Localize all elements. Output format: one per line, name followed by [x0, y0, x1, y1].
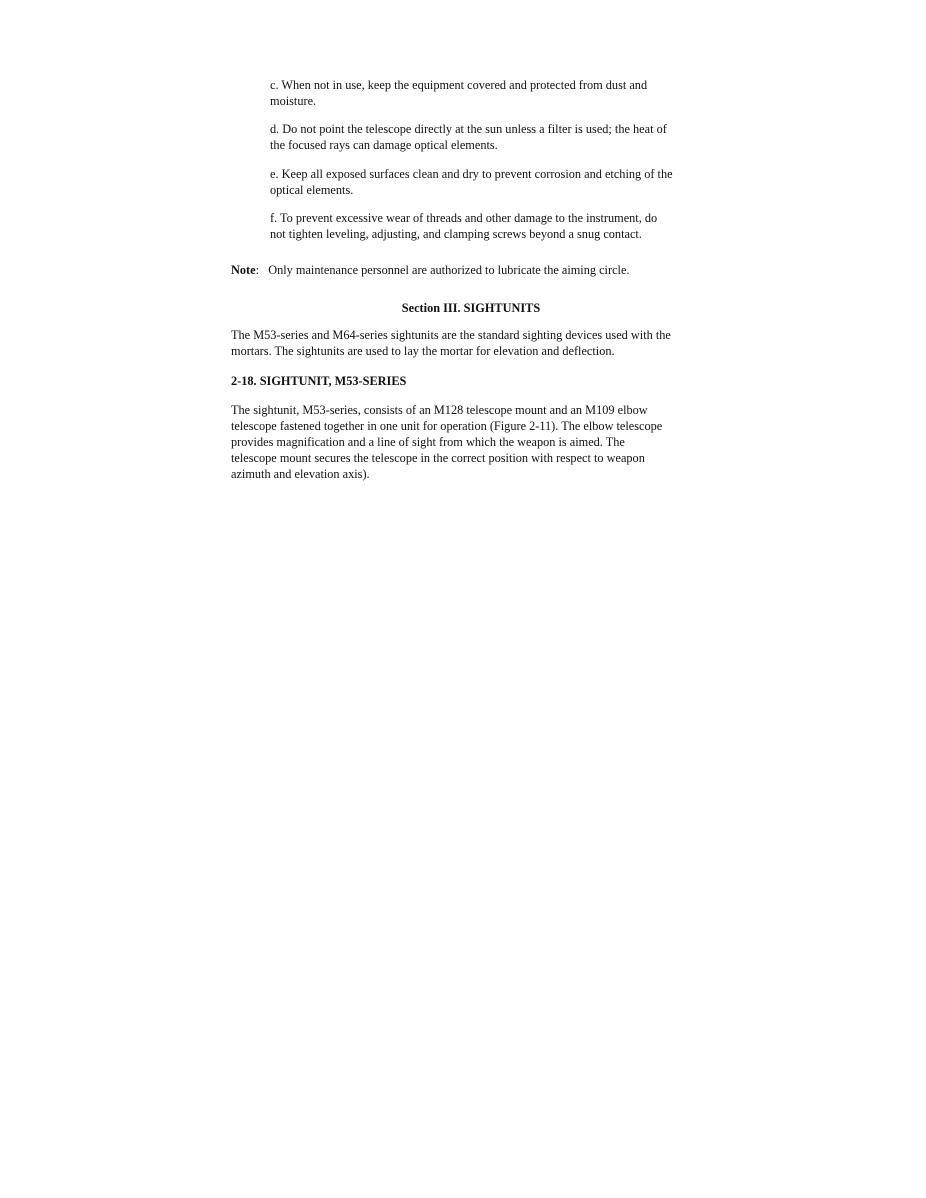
note-text: Only maintenance personnel are authorized to lubricate the aiming circle.: [268, 263, 630, 277]
note-colon: :: [255, 263, 269, 277]
section-intro: The M53-series and M64-series sightunits are the standard sighting devices used with the mortars. The sightunits are used to lay the mortar for elevation and deflection.: [231, 328, 671, 358]
note: [231, 262, 711, 278]
care-item-f: f. To prevent excessive wear of threads and other damage to the instrument, do not tighten leveling, adjusting, and clamping screws beyond a snug contact.: [270, 211, 658, 241]
note-label: Note: [231, 263, 256, 277]
subsection-heading: 2-18. SIGHTUNIT, M53-SERIES: [231, 374, 407, 388]
care-item-d: d. Do not point the telescope directly at the sun unless a filter is used; the heat of the focused rays can damage optical elements.: [270, 122, 667, 152]
care-item-e: e. Keep all exposed surfaces clean and dry to prevent corrosion and etching of the optical elements.: [270, 167, 673, 197]
care-item-c: c. When not in use, keep the equipment covered and protected from dust and moisture.: [270, 78, 648, 108]
section-title: Section III. SIGHTUNITS: [401, 301, 541, 315]
subsection-body: The sightunit, M53-series, consists of an M128 telescope mount and an M109 elbow telescope fastened together in one unit for operation (Figure 2-11). The elbow telescope provides magnification and a line of sight from which the weapon is aimed. The telescope mount secures the telescope in the correct position with respect to weapon azimuth and elevation axis).: [231, 403, 663, 481]
